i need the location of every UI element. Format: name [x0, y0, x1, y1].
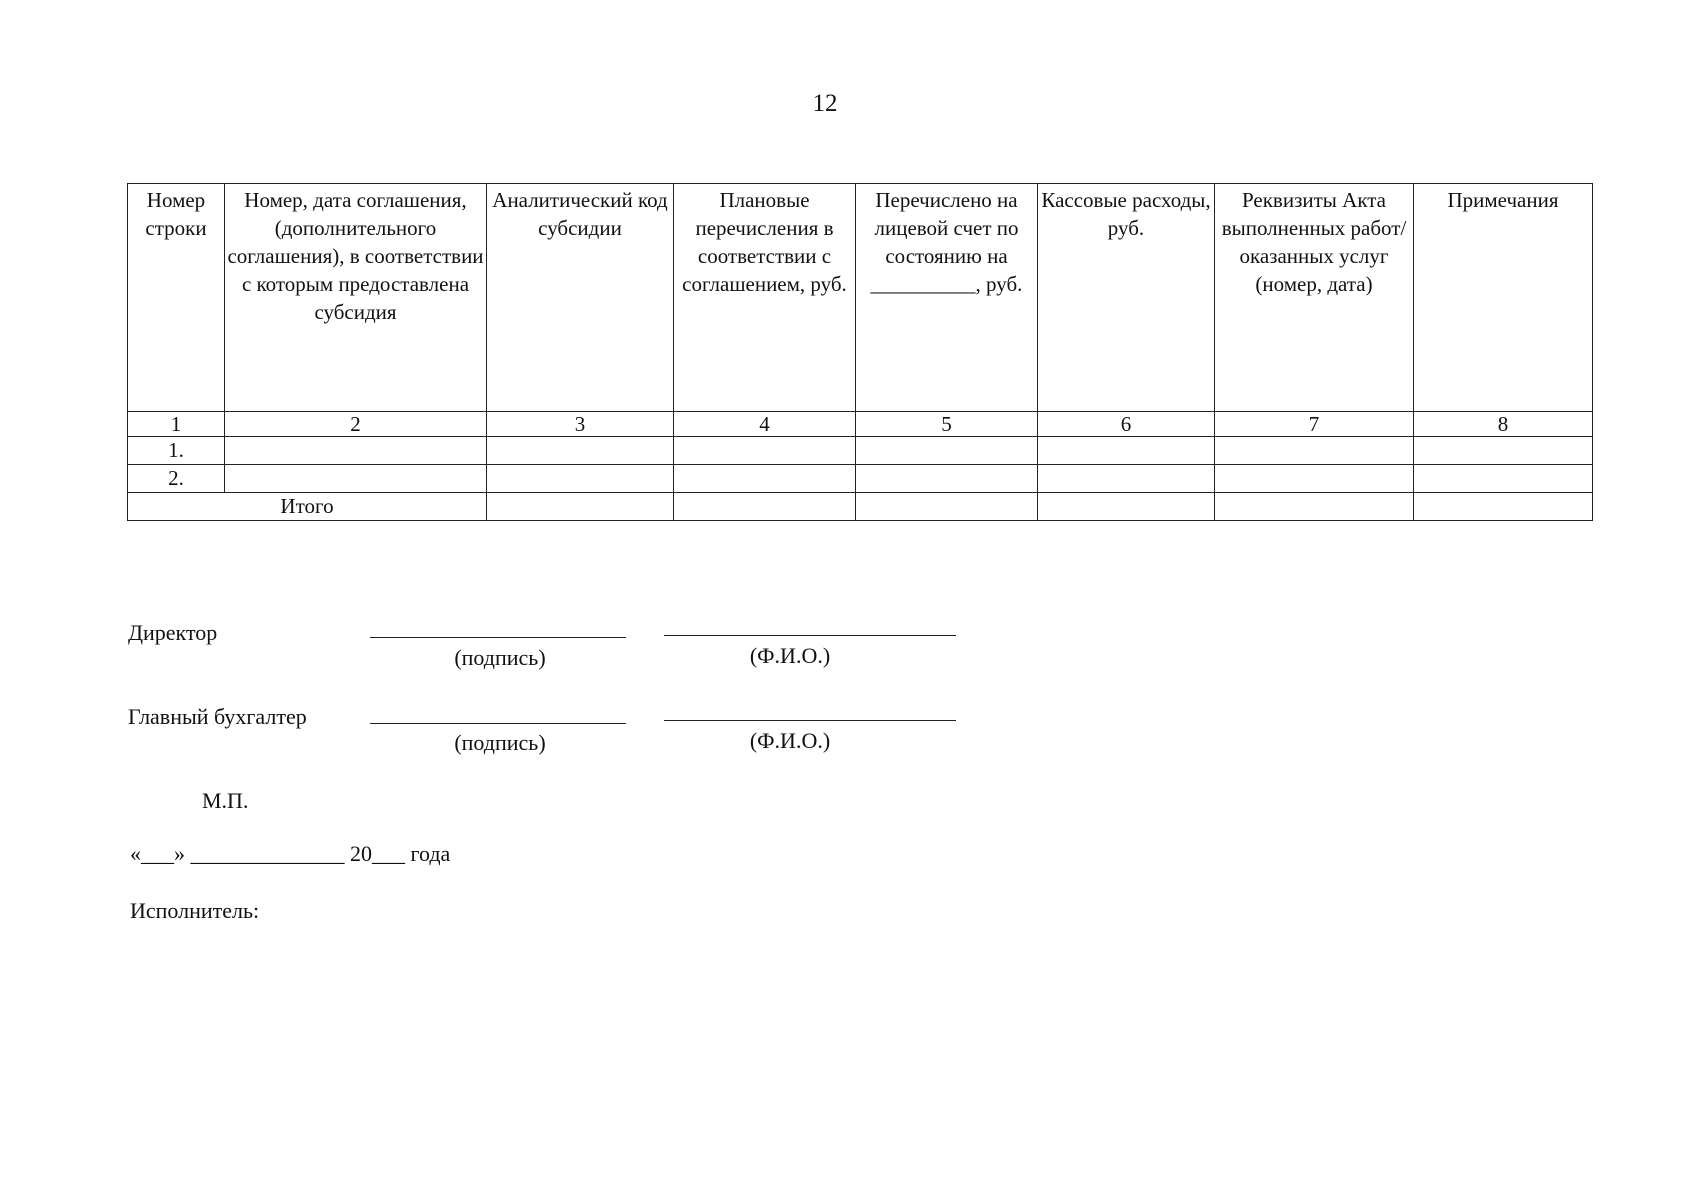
director-signature-caption: (подпись) — [454, 645, 546, 670]
row-number: 2. — [128, 465, 225, 493]
table-cell[interactable] — [1215, 493, 1414, 521]
table-cell[interactable] — [487, 465, 674, 493]
table-cell[interactable] — [856, 493, 1038, 521]
accountant-signature-caption: (подпись) — [454, 730, 546, 755]
table-cell[interactable] — [1038, 465, 1215, 493]
chief-accountant-label: Главный бухгалтер — [128, 704, 307, 729]
table-row — [128, 437, 1593, 465]
director-label: Директор — [128, 620, 218, 645]
director-signature-line[interactable] — [370, 637, 626, 638]
accountant-signature-line[interactable] — [370, 723, 626, 724]
table-cell[interactable] — [674, 437, 856, 465]
table-row — [128, 465, 1593, 493]
table-cell[interactable] — [1038, 493, 1215, 521]
report-table — [127, 183, 1593, 521]
table-cell[interactable] — [856, 465, 1038, 493]
header-planned-transfers: Плановые перечисления в соответствии с соглашением, руб. — [674, 184, 856, 412]
total-row — [128, 493, 1593, 521]
total-label: Итого — [128, 493, 487, 521]
accountant-name-line[interactable] — [664, 720, 956, 721]
header-transferred: Перечислено на лицевой счет по состоянию на __________, руб. — [856, 184, 1038, 412]
accountant-name-caption: (Ф.И.О.) — [749, 728, 831, 753]
table-cell[interactable] — [1215, 465, 1414, 493]
header-notes: Примечания — [1414, 184, 1593, 412]
header-act-details: Реквизиты Акта выполненных работ/оказанных услуг (номер, дата) — [1215, 184, 1414, 412]
executor-label: Исполнитель: — [130, 898, 260, 923]
header-agreement: Номер, дата соглашения, (дополнительного соглашения), в соответствии с которым предоставлена субсидия — [225, 184, 487, 412]
table-cell[interactable] — [1038, 437, 1215, 465]
director-name-caption: (Ф.И.О.) — [749, 643, 831, 668]
table-cell[interactable] — [487, 493, 674, 521]
header-row-number: Номер строки — [128, 184, 225, 412]
table-header-row — [128, 184, 1593, 412]
column-number: 2 — [225, 412, 487, 437]
column-number: 7 — [1215, 412, 1414, 437]
table-cell[interactable] — [1414, 493, 1593, 521]
column-number-row — [128, 412, 1593, 437]
column-number: 6 — [1038, 412, 1215, 437]
column-number: 5 — [856, 412, 1038, 437]
table-cell[interactable] — [1414, 465, 1593, 493]
table-cell[interactable] — [856, 437, 1038, 465]
row-number: 1. — [128, 437, 225, 465]
table-cell[interactable] — [225, 437, 487, 465]
table-cell[interactable] — [1414, 437, 1593, 465]
table-cell[interactable] — [225, 465, 487, 493]
director-name-line[interactable] — [664, 635, 956, 636]
table-cell[interactable] — [674, 493, 856, 521]
table-cell[interactable] — [1215, 437, 1414, 465]
seal-mark: М.П. — [202, 788, 249, 813]
table-cell[interactable] — [674, 465, 856, 493]
column-number: 8 — [1414, 412, 1593, 437]
header-cash-expenses: Кассовые расходы, руб. — [1038, 184, 1215, 412]
column-number: 1 — [128, 412, 225, 437]
header-analytic-code: Аналитический код субсидии — [487, 184, 674, 412]
column-number: 4 — [674, 412, 856, 437]
date-line: «___» ______________ 20___ года — [130, 841, 451, 866]
column-number: 3 — [487, 412, 674, 437]
table-cell[interactable] — [487, 437, 674, 465]
page-number: 12 — [812, 90, 838, 117]
